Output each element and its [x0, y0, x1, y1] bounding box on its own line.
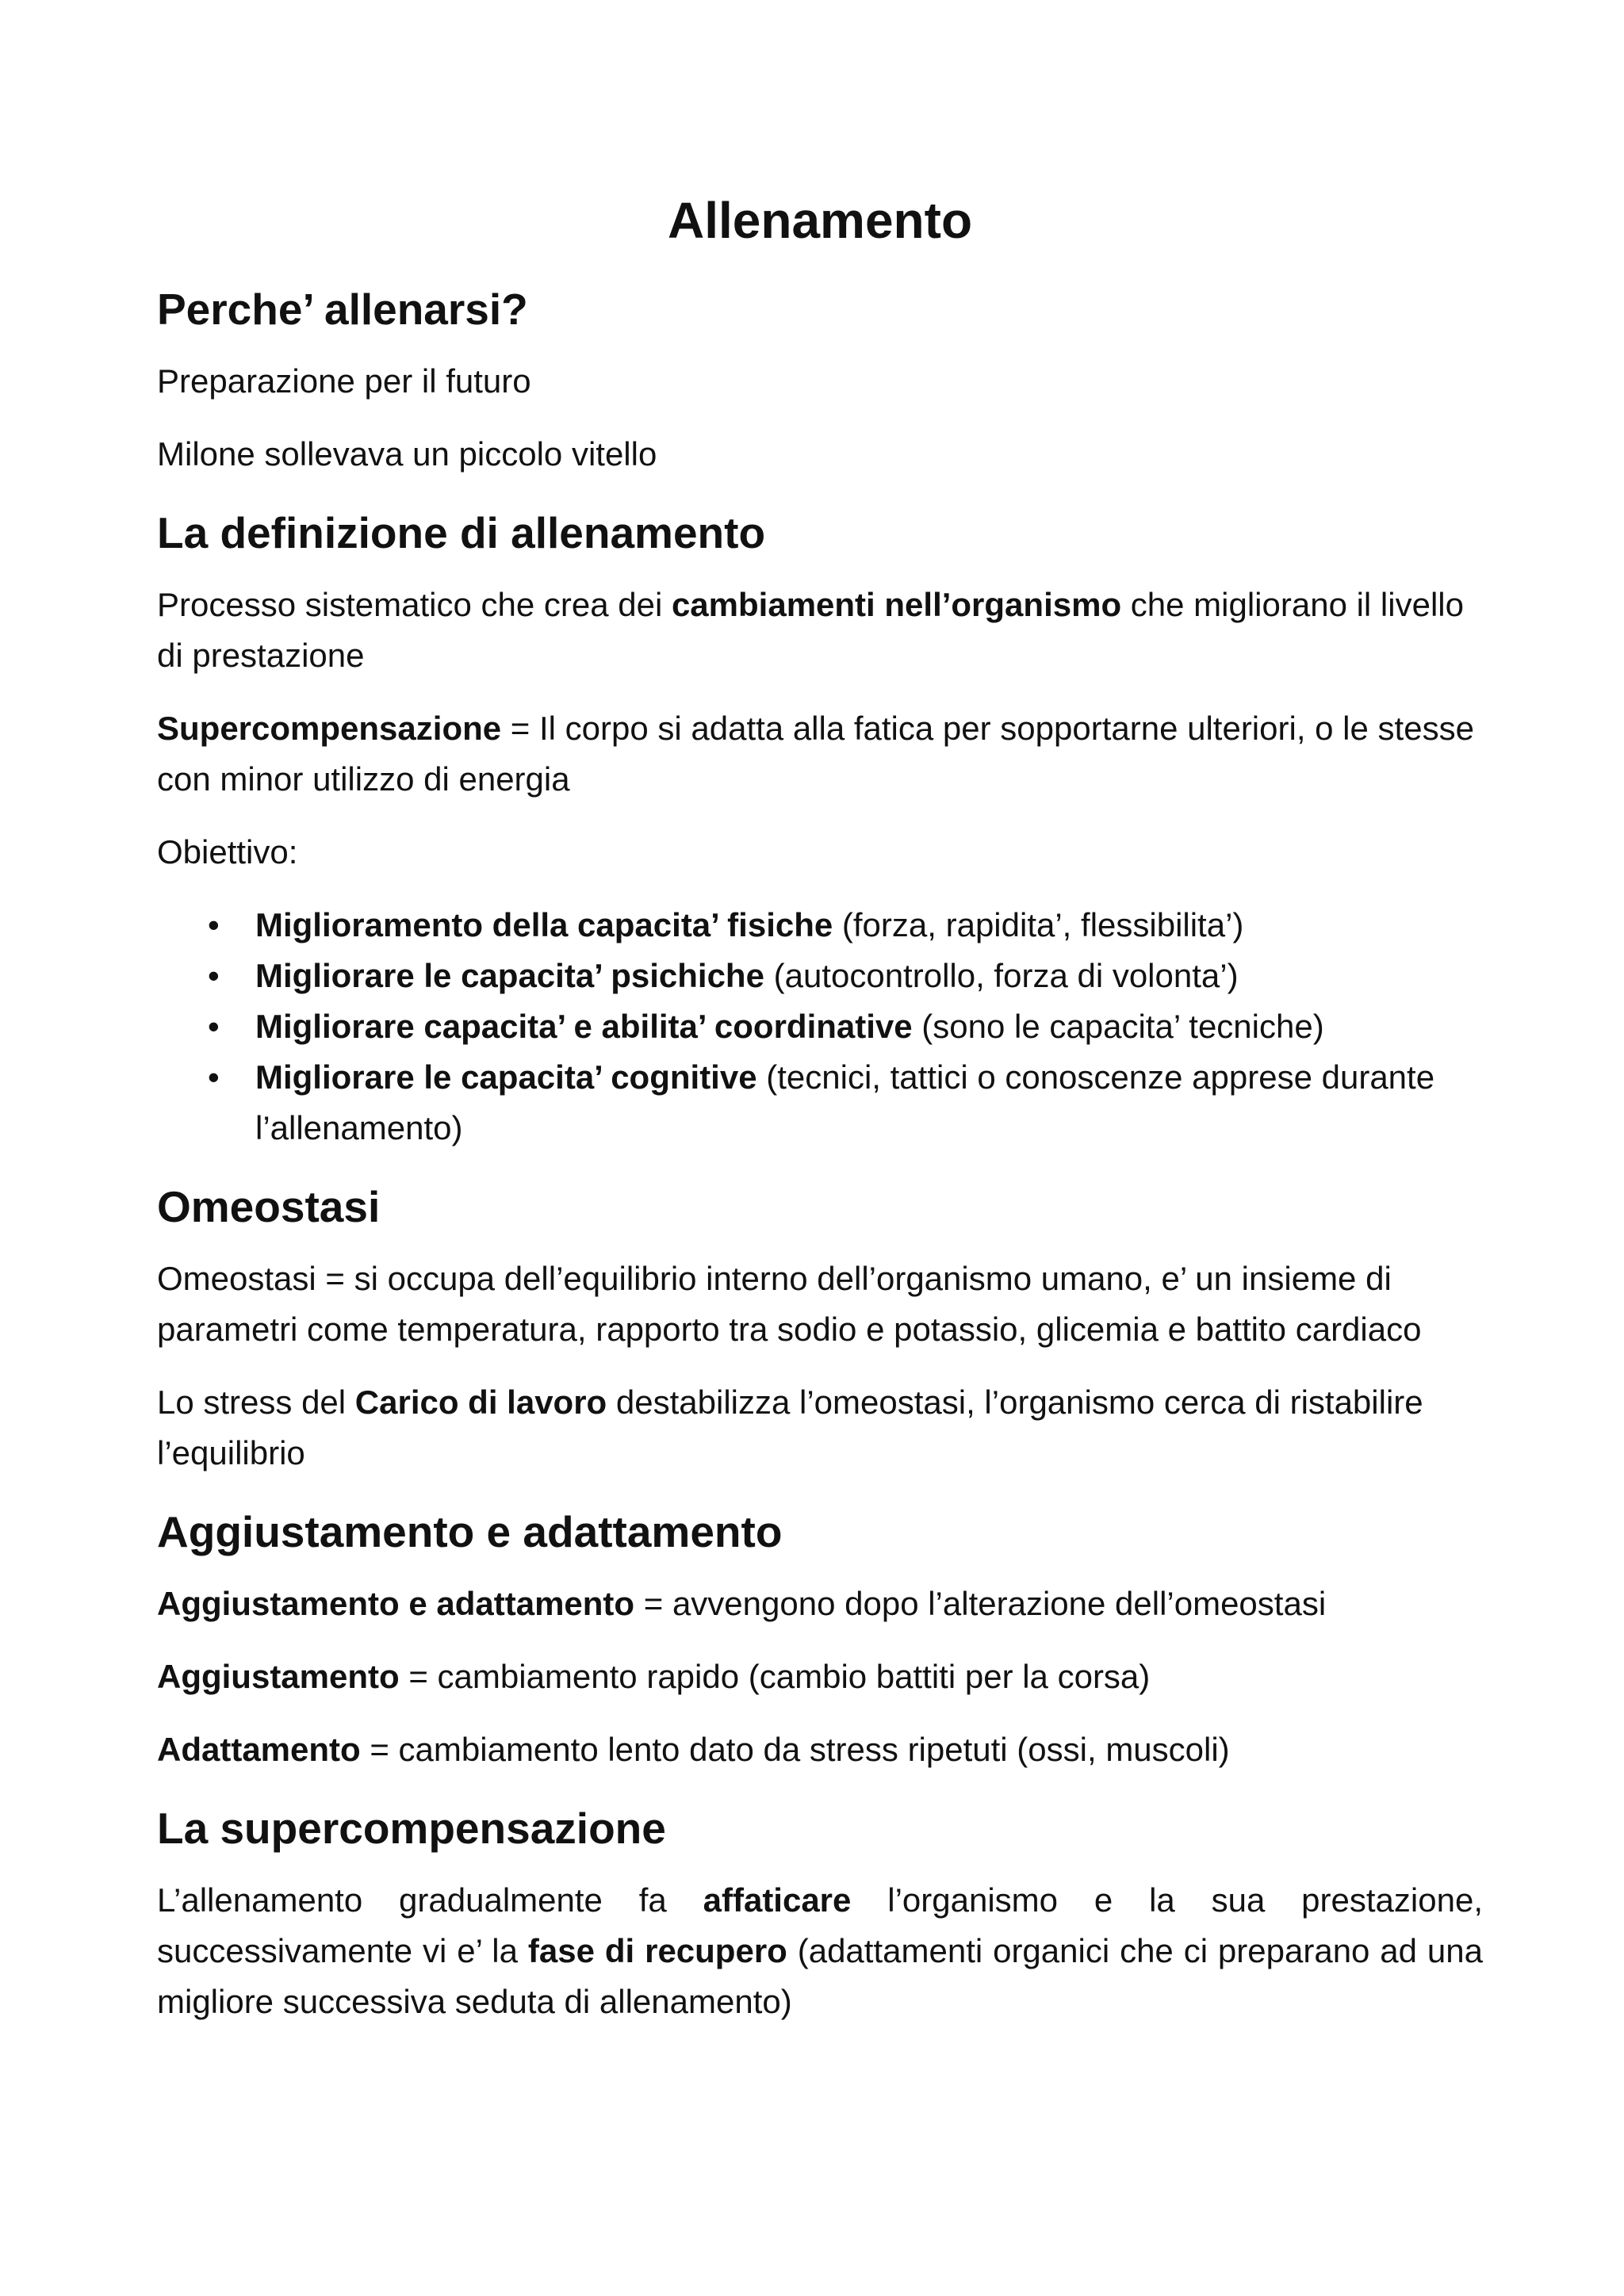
text-segment: Processo sistematico che crea dei: [157, 585, 672, 623]
text-segment: l’organismo e la sua prestazione, successivamente vi e’ la: [157, 1881, 1483, 1969]
bold-term: Aggiustamento: [157, 1657, 400, 1695]
list-item-bold: Migliorare le capacita’ psichiche: [255, 956, 764, 994]
heading-perche-allenarsi: Perche’ allenarsi?: [157, 284, 528, 334]
paragraph-milone: Milone sollevava un piccolo vitello: [157, 434, 657, 473]
list-item-text: (forza, rapidita’, flessibilita’): [833, 905, 1244, 943]
bullet-icon: •: [208, 956, 220, 994]
bullet-icon: •: [208, 1058, 220, 1096]
heading-aggiustamento: Aggiustamento e adattamento: [157, 1506, 783, 1556]
bold-cambiamenti: cambiamenti nell’organismo: [671, 585, 1122, 623]
list-item: [208, 1052, 1483, 1154]
paragraph-omeostasi-def: Omeostasi = si occupa dell’equilibrio interno dell’organismo umano, e’ un insieme di parametri come temperatura, rapporto tra sodio e potassio, glicemia e battito cardiaco: [157, 1259, 1422, 1348]
obiettivi-list: [157, 900, 1483, 1154]
list-item: [208, 1001, 1483, 1052]
bold-fase-recupero: fase di recupero: [527, 1931, 787, 1969]
paragraph-aggiustamento-adattamento: [157, 1578, 1483, 1629]
paragraph-supercompensazione: [157, 1875, 1483, 2027]
text-segment: = cambiamento lento dato da stress ripetuti (ossi, muscoli): [360, 1730, 1230, 1768]
list-item: [208, 900, 1483, 951]
list-item-text: (sono le capacita’ tecniche): [912, 1007, 1324, 1045]
bullet-icon: •: [208, 1007, 220, 1045]
paragraph-adattamento: [157, 1724, 1483, 1775]
paragraph-obiettivo: Obiettivo:: [157, 832, 298, 871]
heading-omeostasi: Omeostasi: [157, 1181, 381, 1231]
text-segment: = Il corpo si adatta alla fatica per sopportarne ulteriori, o le stesse con minor utilizzo di energia: [157, 709, 1474, 798]
bold-term: Aggiustamento e adattamento: [157, 1584, 635, 1622]
text-segment: = cambiamento rapido (cambio battiti per la corsa): [399, 1657, 1151, 1695]
bold-carico-lavoro: Carico di lavoro: [354, 1383, 607, 1421]
text-segment: (adattamenti organici che ci preparano ad una migliore successiva seduta di allenamento): [157, 1931, 1483, 2020]
paragraph-processo-sistematico: [157, 580, 1483, 681]
paragraph-preparazione: Preparazione per il futuro: [157, 362, 531, 400]
list-item-bold: Miglioramento della capacita’ fisiche: [255, 905, 833, 943]
text-segment: L’allenamento gradualmente fa: [157, 1881, 703, 1919]
text-segment: che migliorano il livello di prestazione: [157, 585, 1464, 674]
list-item-bold: Migliorare le capacita’ cognitive: [255, 1058, 757, 1096]
bold-term: Adattamento: [157, 1730, 361, 1768]
text-segment: destabilizza l’omeostasi, l’organismo cerca di ristabilire l’equilibrio: [157, 1383, 1423, 1471]
text-segment: Lo stress del: [157, 1383, 355, 1421]
paragraph-carico-lavoro: [157, 1377, 1483, 1479]
document-page: [157, 190, 1483, 2049]
list-item-text: (tecnici, tattici o conoscenze apprese durante l’allenamento): [255, 1058, 1435, 1146]
bullet-icon: •: [208, 905, 220, 943]
bold-supercompensazione: Supercompensazione: [157, 709, 502, 747]
heading-definizione: La definizione di allenamento: [157, 507, 766, 557]
list-item-text: (autocontrollo, forza di volonta’): [764, 956, 1239, 994]
paragraph-supercompensazione-def: [157, 703, 1483, 805]
paragraph-aggiustamento: [157, 1651, 1483, 1702]
heading-supercompensazione: La supercompensazione: [157, 1803, 666, 1853]
bold-affaticare: affaticare: [703, 1881, 852, 1919]
text-segment: = avvengono dopo l’alterazione dell’omeostasi: [634, 1584, 1327, 1622]
document-title: Allenamento: [667, 192, 973, 249]
list-item-bold: Migliorare capacita’ e abilita’ coordinative: [255, 1007, 913, 1045]
list-item: [208, 951, 1483, 1001]
